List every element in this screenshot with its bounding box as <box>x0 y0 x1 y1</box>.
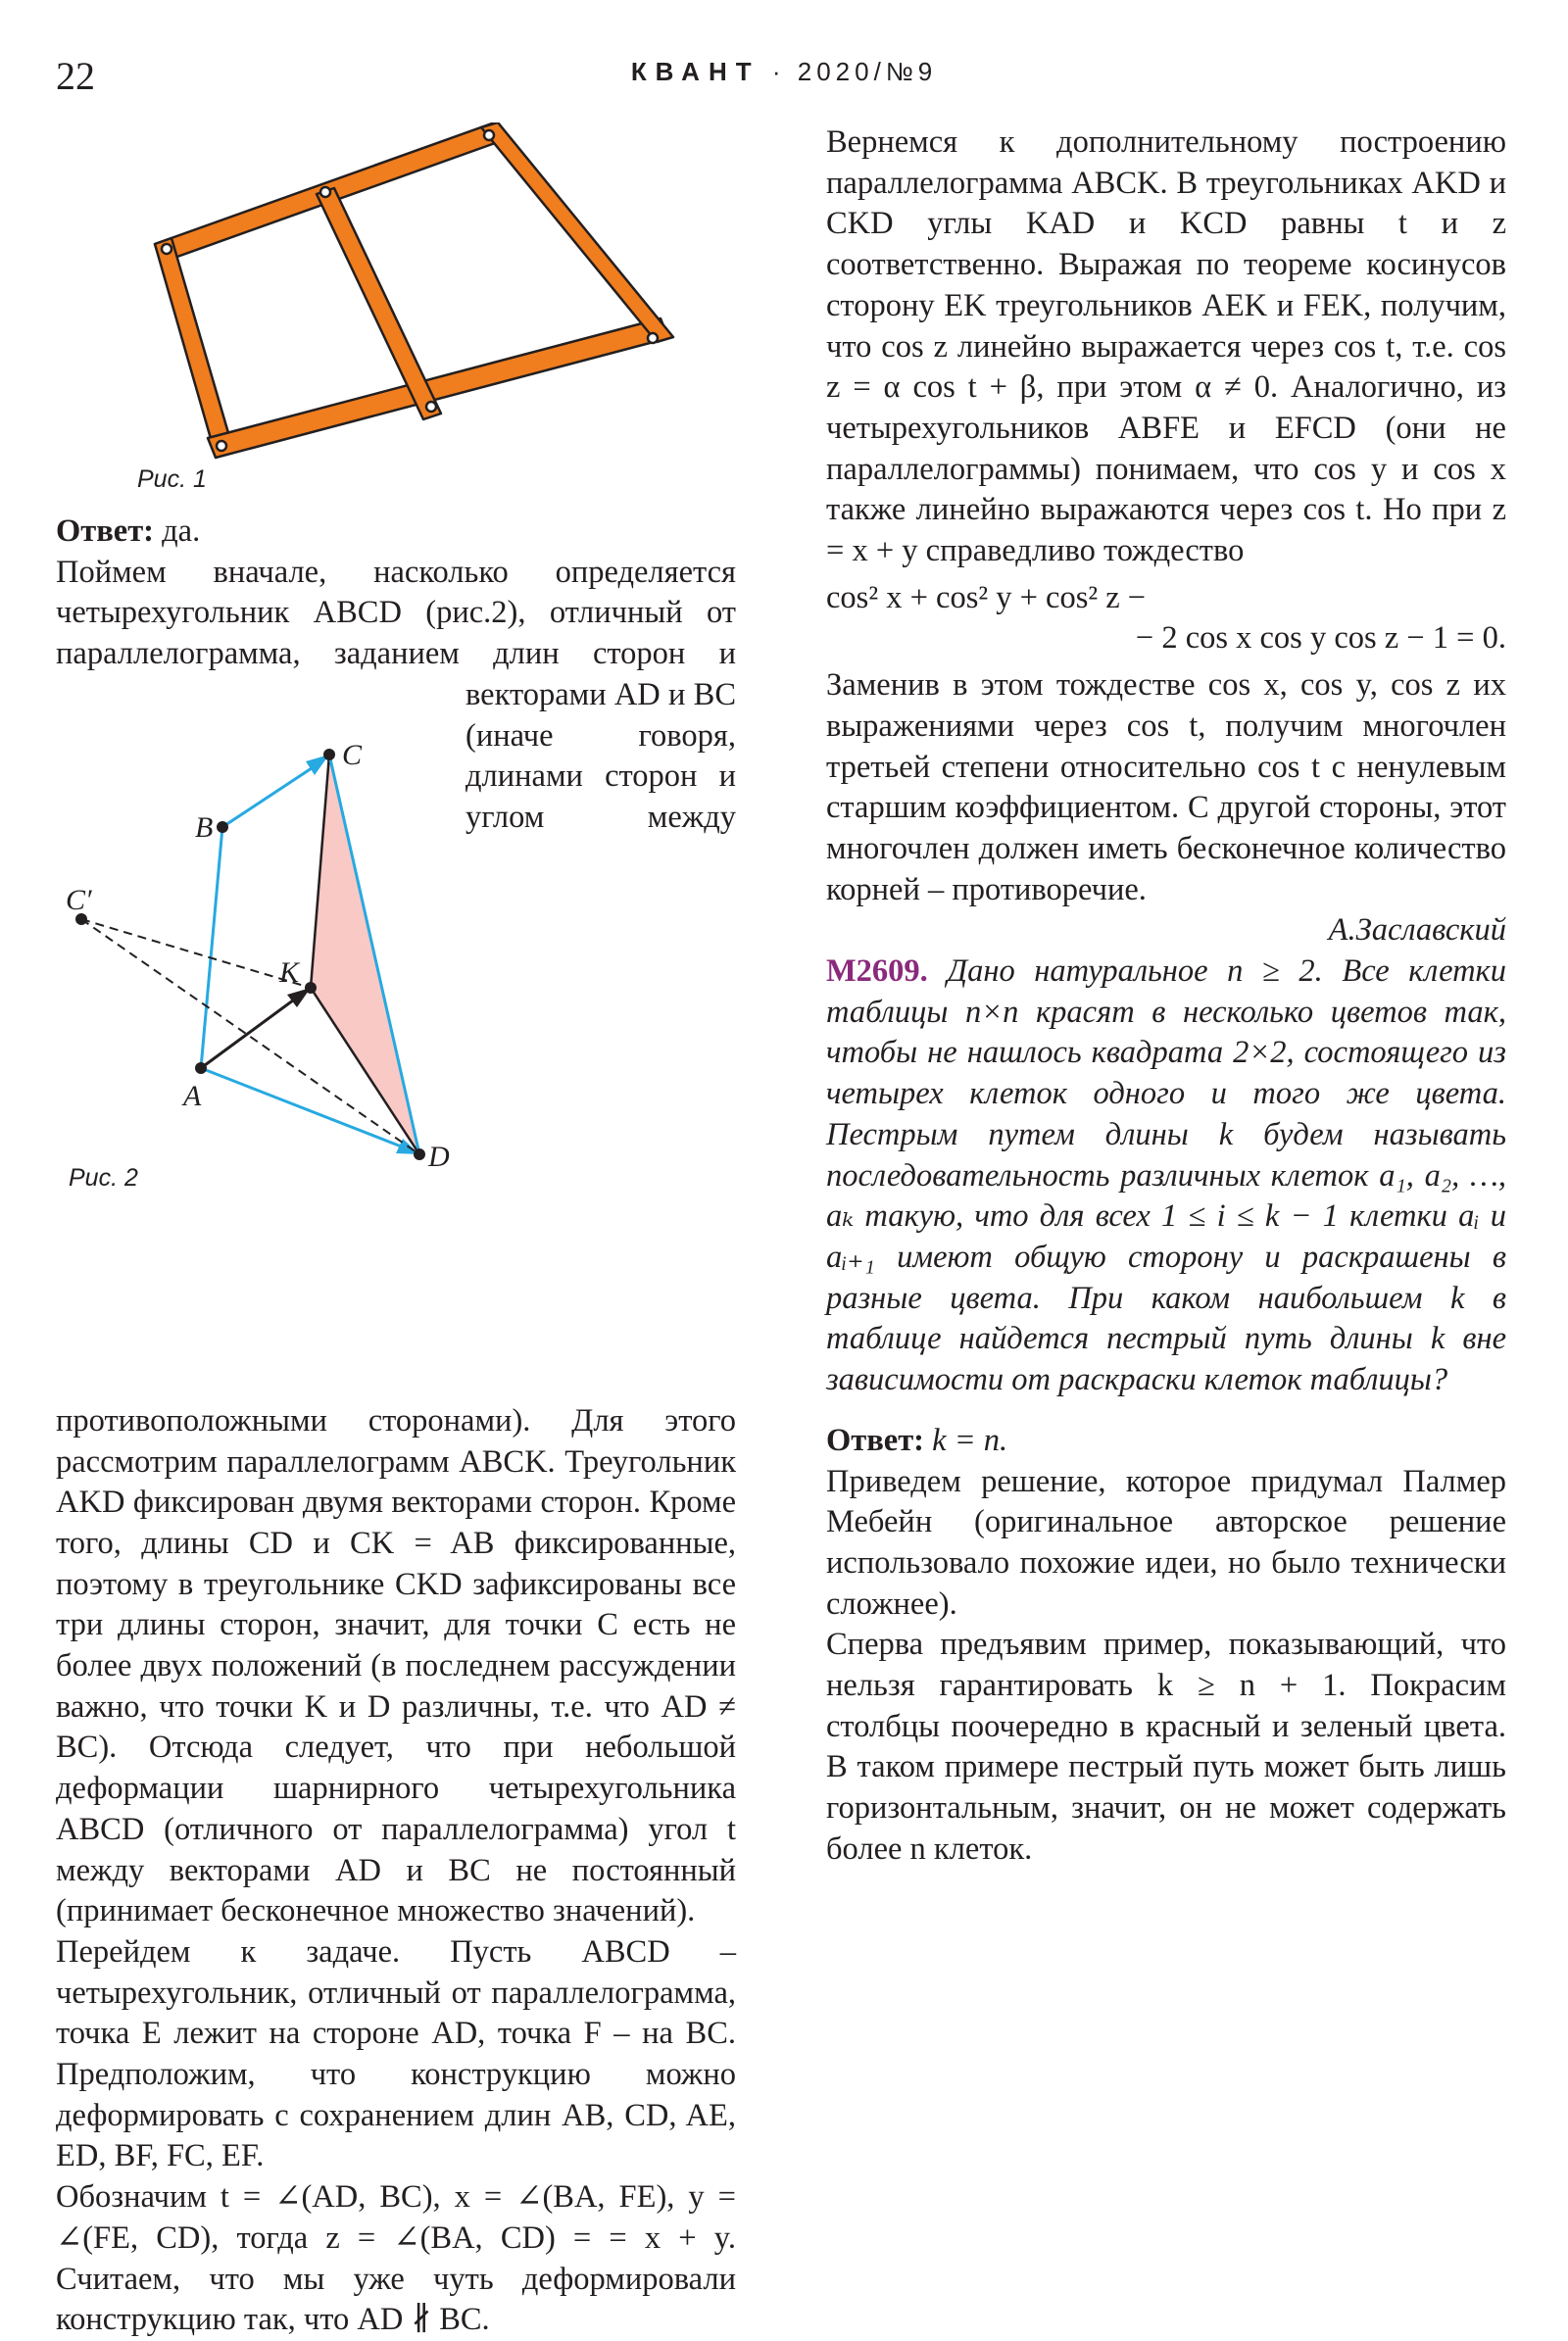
paragraph-solution-credit: Приведем решение, которое придумал Палмер Мебейн (оригинальное авторское решение использовало похожие идеи, но было технически сложнее). <box>826 1463 1506 1622</box>
problem-code: М2609. <box>826 953 928 990</box>
figure-2-quadrilateral <box>56 723 467 1213</box>
hinge <box>484 130 494 140</box>
formula-line-1: cos² x + cos² y + cos² z − <box>826 579 1147 615</box>
answer-label-2: Ответ: <box>826 1422 925 1458</box>
point-c <box>323 749 335 760</box>
issue-number: 2020/№9 <box>797 57 938 86</box>
label-b: B <box>195 811 214 844</box>
paragraph-text-b: (иначе говоря, длинами сторон и углом между противоположными сторонами). Для этого рассмотрим параллелограмм ABCK. Треугольник AKD фиксирован двумя векторами сторон. Кроме того, длины CD и CK = AB фиксированные, поэтому в треугольнике CKD зафиксированы все три длины сторон, значит, для точки C есть не более двух положений (в последнем рассуждении важно, что точки K и D различны, т.е. что AD ≠ BC). Отсюда следует, что при небольшой деформации шарнирного четырехугольника ABCD (отличного от параллелограмма) угол t между векторами AD и BC не постоянный (принимает бесконечное множество значений). <box>56 717 736 1929</box>
hinge <box>320 187 330 197</box>
figure-2-caption: Рис. 2 <box>69 1164 138 1192</box>
label-c-prime: C′ <box>66 884 92 916</box>
page-number: 22 <box>56 54 95 98</box>
answer-1 <box>56 512 736 553</box>
paragraph-example: Сперва предъявим пример, показывающий, что нельзя гарантировать k ≥ n + 1. Покрасим столбцы поочередно в красный и зеленый цвета. В таком примере пестрый путь может быть лишь горизонтальным, значит, он не может содержать более n клеток. <box>826 1627 1506 1867</box>
answer-label: Ответ: <box>56 513 155 549</box>
dashed-c-prime-k <box>81 919 311 988</box>
running-header <box>0 57 1568 87</box>
label-d: D <box>428 1141 450 1173</box>
header-separator: · <box>771 57 786 86</box>
answer-text-2: k = n. <box>924 1422 1008 1458</box>
paragraph-text-a: Поймем вначале, насколько определяется четырехугольник ABCD (рис.2), отличный от параллелограмма, заданием длин сторон и векторами AD и BC <box>56 554 736 712</box>
point-k <box>305 982 317 994</box>
bar-left <box>155 238 233 456</box>
answer-text: да. <box>154 513 201 549</box>
triangle-ckd <box>311 755 419 1154</box>
figure-1-caption: Рис. 1 <box>137 465 207 493</box>
paragraph-contradiction: Заменив в этом тождестве cos x, cos y, cos z их выражениями через cos t, получим многочлен третьей степени относительно cos t с ненулевым старшим коэффициентом. С другой стороны, этот многочлен должен иметь бесконечное количество корней – противоречие. <box>826 667 1506 907</box>
hinge <box>648 333 658 343</box>
author-signature: А.Заславский <box>1328 912 1506 949</box>
journal-name: КВАНТ <box>630 57 760 86</box>
problem-statement: Дано натуральное n ≥ 2. Все клетки таблицы n×n красят в несколько цветов так, чтобы не нашлось квадрата 2×2, состоящего из четырех клеток одного и того же цвета. Пестрым путем длины k будем называть последовательность различных клеток a₁, a₂, …, aₖ такую, что для всех 1 ≤ i ≤ k − 1 клетки aᵢ и aᵢ₊₁ имеют общую сторону и раскрашены в разные цвета. При каком наибольшем k в таблице найдется пестрый путь длины k вне зависимости от раскраски клеток таблицы? <box>826 953 1506 1398</box>
figure-1 <box>147 122 676 475</box>
identity-formula <box>826 578 1506 659</box>
bar-bottom <box>208 318 668 458</box>
label-c: C <box>342 739 363 771</box>
paragraph-cosine: Вернемся к дополнительному построению параллелограмма ABCK. В треугольниках AKD и CKD углы KAD и KCD равны t и z соответственно. Выражая по теореме косинусов сторону EK треугольников AEK и FEK, получим, что cos z линейно выражается через cos t, т.е. cos z = α cos t + β, при этом α ≠ 0. Аналогично, из четырехугольников ABFE и EFCD (они не параллелограммы) понимаем, что cos y и cos x также линейно выражаются через cos t. Но при z = x + y справедливо тождество <box>826 124 1506 569</box>
hinge <box>426 402 436 412</box>
label-a: A <box>183 1080 202 1112</box>
vector-bc <box>222 762 320 827</box>
problem-m2609 <box>826 951 1506 1401</box>
point-d <box>414 1148 425 1160</box>
bar-right <box>481 122 673 342</box>
paragraph-task: Перейдем к задаче. Пусть ABCD – четырехугольник, отличный от параллелограмма, точка E лежит на стороне AD, точка F – на BC. Предположим, что конструкцию можно деформировать с сохранением длин AB, CD, AE, ED, BF, FC, EF. <box>56 1933 736 2174</box>
label-k: K <box>279 956 300 989</box>
hinge <box>217 441 226 451</box>
formula-line-2: − 2 cos x cos y cos z − 1 = 0. <box>1135 620 1506 657</box>
side-ab <box>201 827 222 1068</box>
answer-2 <box>826 1421 1506 1462</box>
right-column <box>826 122 1506 1871</box>
hinge <box>162 244 172 254</box>
vector-ak <box>201 995 301 1068</box>
bar-middle <box>317 188 441 419</box>
point-b <box>217 821 228 833</box>
paragraph-notation: Обозначим t = ∠(AD, BC), x = ∠(BA, FE), y = ∠(FE, CD), тогда z = ∠(BA, CD) = = x + y. Считаем, что мы уже чуть деформировали конструкцию так, что AD ∦ BC. <box>56 2179 736 2338</box>
point-a <box>195 1062 207 1074</box>
